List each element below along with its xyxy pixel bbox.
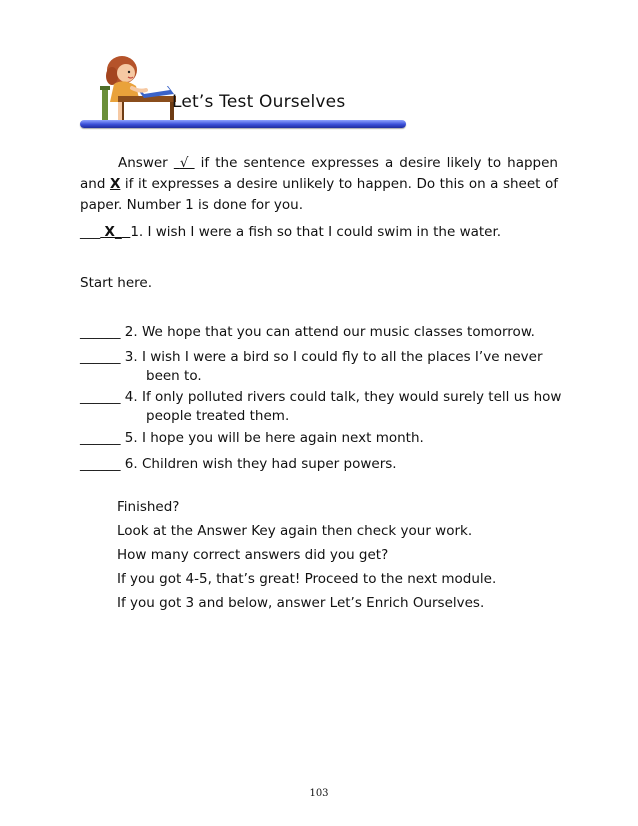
item-text: 4. If only polluted rivers could talk, they would surely tell us how [120, 389, 562, 405]
example-text: 1. I wish I were a fish so that I could swim in the water. [130, 224, 502, 240]
instructions-part2: if it expresses a desire unlikely to happen. Do this on a sheet of paper. Number 1 is done for you. [80, 176, 559, 213]
item-text: 3. I wish I were a bird so I could fly to all the places I’ve never [120, 349, 543, 365]
item-text: 6. Children wish they had super powers. [120, 456, 397, 472]
list-item [80, 348, 570, 386]
answer-blank: ______ [80, 430, 121, 446]
item-text-continued: people treated them. [146, 408, 290, 424]
example-answer: X_ [104, 224, 122, 240]
answer-blank: ______ [80, 324, 121, 340]
title-underline-bar [80, 120, 406, 128]
finished-line: Finished? [117, 499, 180, 515]
student-at-desk-icon [88, 50, 180, 130]
finished-line: If you got 4-5, that’s great! Proceed to the next module. [117, 571, 497, 587]
answer-blank: ______ [80, 389, 121, 405]
list-item [80, 323, 570, 342]
item-text: 5. I hope you will be here again next month. [120, 430, 424, 446]
section-header [80, 50, 410, 140]
x-mark-symbol: X [109, 176, 121, 192]
answer-word: Answer [118, 155, 168, 171]
item-text-continued: been to. [146, 368, 202, 384]
list-item [80, 455, 570, 474]
answer-blank: ______ [80, 456, 121, 472]
check-mark-symbol: √ [179, 155, 189, 171]
section-title: Let’s Test Ourselves [172, 92, 346, 112]
example-blank-prefix: ___ [80, 224, 101, 240]
list-item [80, 388, 570, 426]
instructions-part1: if the sentence expresses a desire likely to happen and [80, 155, 558, 192]
page-number: 103 [309, 788, 329, 799]
finished-line: Look at the Answer Key again then check your work. [117, 523, 473, 539]
example-item [80, 223, 570, 242]
finished-line: If you got 3 and below, answer Let’s Enrich Ourselves. [117, 595, 485, 611]
item-text: 2. We hope that you can attend our music classes tomorrow. [120, 324, 535, 340]
answer-blank: ______ [80, 349, 121, 365]
start-here-label: Start here. [80, 275, 152, 291]
list-item [80, 429, 570, 448]
instructions-paragraph [80, 153, 558, 216]
finished-line: How many correct answers did you get? [117, 547, 389, 563]
